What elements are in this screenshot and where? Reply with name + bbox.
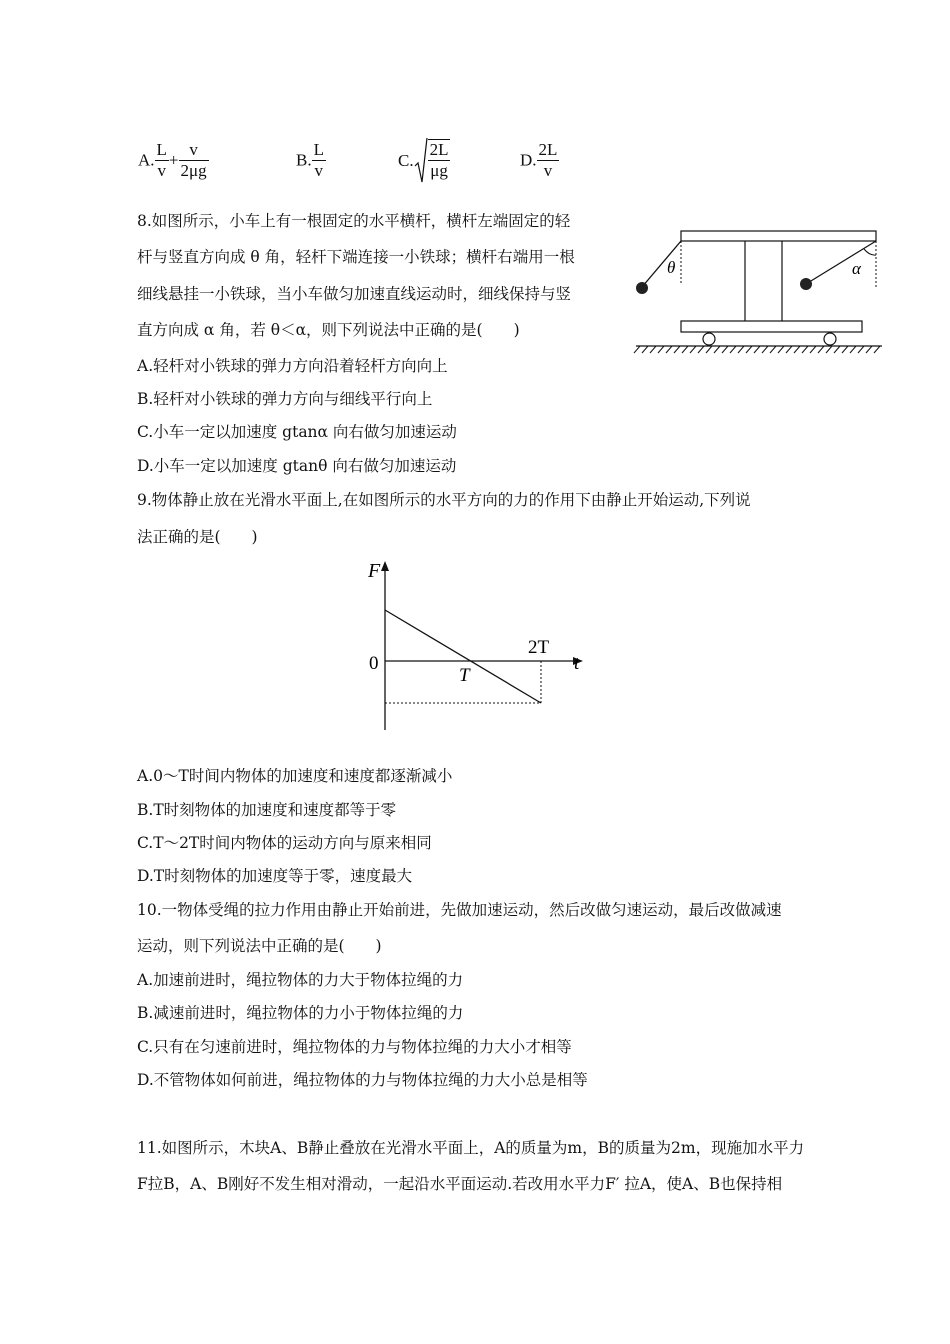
q7-option-c-label: C. <box>398 151 414 170</box>
q10-text-line-1: 10.一物体受绳的拉力作用由静止开始前进，先做加速运动，然后改做匀速运动，最后改做减速 <box>137 901 782 919</box>
q7-option-c <box>398 136 450 186</box>
q8-text-line-3: 细线悬挂一小铁球，当小车做匀加速直线运动时，细线保持与竖 <box>137 285 572 303</box>
q7-a-plus: + <box>168 150 179 170</box>
q8-option-c: C.小车一定以加速度 gtanα 向右做匀加速运动 <box>137 423 457 441</box>
q7-c-fraction <box>428 139 451 181</box>
2t-label: 2T <box>528 637 550 658</box>
q7-option-d-label: D. <box>520 150 537 170</box>
q11-text-line-1: 11.如图所示，木块A、B静止叠放在光滑水平面上，A的质量为m，B的质量为2m，现施加水平力 <box>137 1139 805 1157</box>
wheel-left <box>703 333 715 345</box>
crossbar <box>681 231 876 241</box>
theta-label: θ <box>667 258 676 277</box>
alpha-label: α <box>852 259 861 278</box>
q7-option-d <box>520 140 559 181</box>
q8-text-line-4: 直方向成 α 角，若 θ＜α，则下列说法中正确的是( ) <box>137 321 520 339</box>
q8-option-a: A.轻杆对小铁球的弹力方向沿着轻杆方向向上 <box>137 357 448 375</box>
q11-text-line-2: F拉B，A、B刚好不发生相对滑动，一起沿水平面运动.若改用水平力F′ 拉A，使A、B也保持相 <box>137 1175 783 1193</box>
force-line <box>385 610 541 703</box>
q7-d-fraction <box>537 140 560 181</box>
right-thread <box>806 241 876 284</box>
q7-a-num-1: L <box>156 140 167 159</box>
q7-d-den: v <box>543 161 553 180</box>
q9-text-line-1: 9.物体静止放在光滑水平面上,在如图所示的水平方向的力的作用下由静止开始运动,下列说 <box>137 491 751 509</box>
q9-text-line-2: 法正确的是( ) <box>137 528 258 546</box>
force-time-graph <box>355 555 595 735</box>
q9-option-a: A.0～T时间内物体的加速度和速度都逐渐减小 <box>137 767 453 785</box>
q8-text-line-1: 8.如图所示，小车上有一根固定的水平横杆，横杆左端固定的轻 <box>137 212 571 230</box>
t-axis-label: t <box>574 653 580 674</box>
q10-option-b: B.减速前进时，绳拉物体的力小于物体拉绳的力 <box>137 1004 464 1022</box>
q8-text-line-2: 杆与竖直方向成 θ 角，轻杆下端连接一小铁球；横杆右端用一根 <box>137 248 575 266</box>
sqrt-sign-icon <box>414 136 428 186</box>
f-axis-arrow-icon <box>381 561 389 571</box>
t-label: T <box>459 665 470 686</box>
cart-body <box>681 321 862 332</box>
q10-option-a: A.加速前进时，绳拉物体的力大于物体拉绳的力 <box>137 971 464 989</box>
q10-option-c: C.只有在匀速前进时，绳拉物体的力与物体拉绳的力大小才相等 <box>137 1038 572 1056</box>
f-axis-label: F <box>368 560 381 582</box>
q7-a-fraction-2 <box>179 140 209 181</box>
q7-d-num: 2L <box>538 140 558 159</box>
q7-a-den-2: 2μg <box>180 161 207 180</box>
q7-option-a <box>138 140 209 181</box>
left-iron-ball <box>636 282 648 294</box>
q7-option-a-label: A. <box>138 150 155 170</box>
q8-option-b: B.轻杆对小铁球的弹力方向与细线平行向上 <box>137 390 433 408</box>
q8-option-d: D.小车一定以加速度 gtanθ 向右做匀加速运动 <box>137 457 457 475</box>
q9-option-c: C.T～2T时间内物体的运动方向与原来相同 <box>137 834 432 852</box>
q7-a-den-1: v <box>157 161 166 180</box>
q7-c-num: 2L <box>429 140 449 159</box>
origin-label: 0 <box>369 653 379 674</box>
q7-c-den: μg <box>430 161 448 180</box>
q7-option-b-label: B. <box>296 150 312 170</box>
cart-figure <box>628 222 890 362</box>
wheel-right <box>824 333 836 345</box>
q9-option-d: D.T时刻物体的加速度等于零，速度最大 <box>137 867 413 885</box>
q10-option-d: D.不管物体如何前进，绳拉物体的力与物体拉绳的力大小总是相等 <box>137 1071 588 1089</box>
q7-b-num: L <box>313 140 324 159</box>
q7-a-num-2: v <box>179 140 209 161</box>
q7-b-den: v <box>314 161 324 180</box>
q7-b-fraction <box>312 140 326 181</box>
right-iron-ball <box>800 278 812 290</box>
q7-a-fraction-1 <box>155 140 169 181</box>
q7-option-b <box>296 140 326 181</box>
q10-text-line-2: 运动，则下列说法中正确的是( ) <box>137 937 382 955</box>
q9-option-b: B.T时刻物体的加速度和速度都等于零 <box>137 801 397 819</box>
